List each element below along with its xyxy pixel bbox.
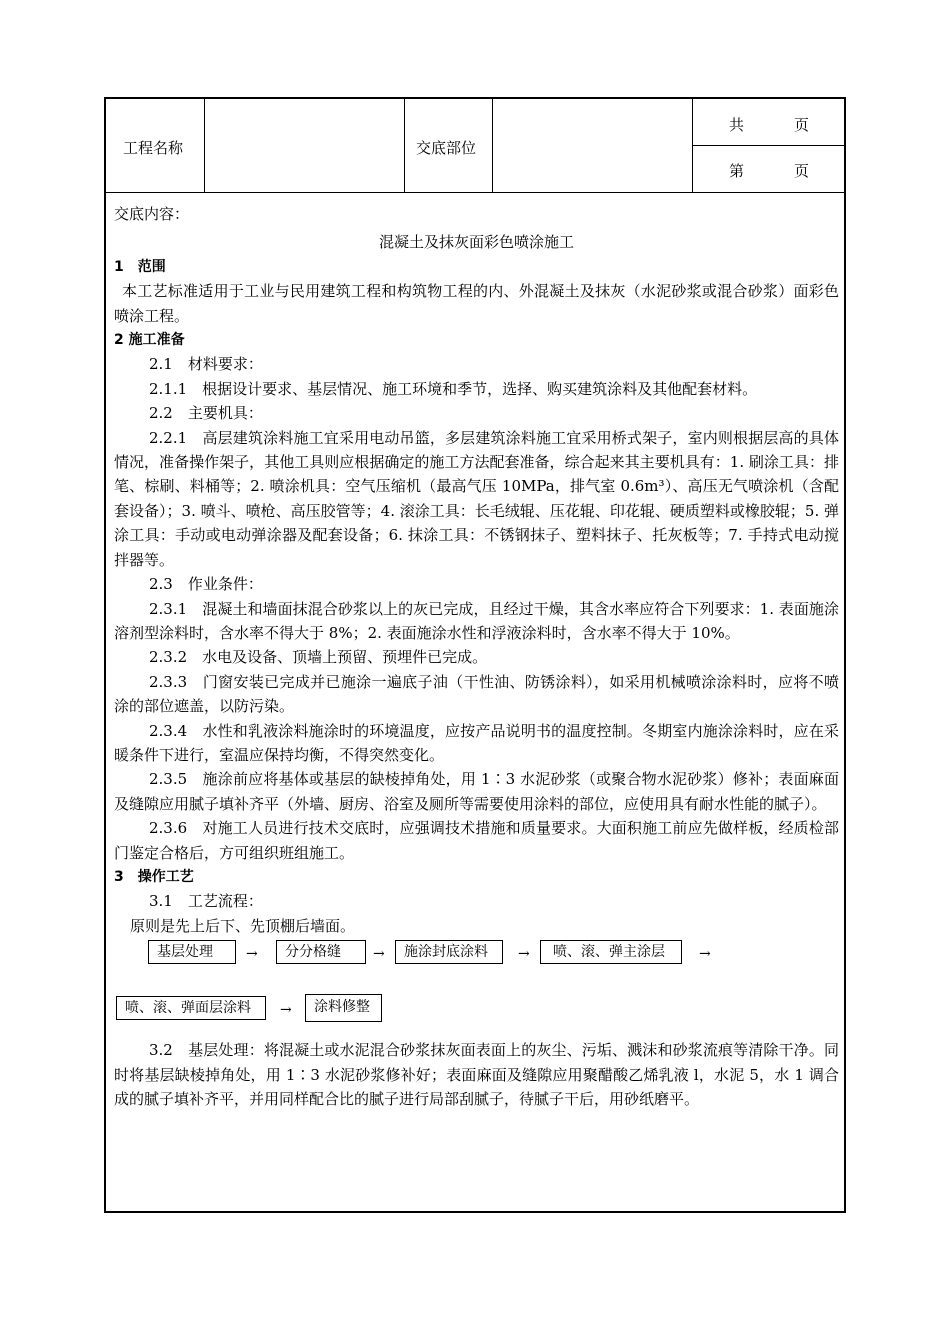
paragraph: 3.2 基层处理：将混凝土或水泥混合砂浆抹灰面表面上的灰尘、污垢、溅沫和砂浆流痕等清除干净。同时将基层缺棱掉角处，用 1∶3 水泥砂浆修补好；表面麻面及缝隙应用聚醋酸乙烯乳液 l，水泥 5，水 1 调合成的腻子填补齐平，并用同样配合比的腻子进行局部刮腻子，待腻子干后，用砂纸磨平。 bbox=[114, 1041, 839, 1108]
arrow-icon: → bbox=[373, 946, 385, 963]
arrow-icon: → bbox=[699, 946, 711, 963]
total-pages-label: 共 bbox=[729, 116, 745, 134]
disclosure-form bbox=[104, 97, 846, 1213]
paragraph: 2.3.2 水电及设备、顶墙上预留、预埋件已完成。 bbox=[149, 648, 488, 667]
paragraph: 2.3.1 混凝土和墙面抹混合砂浆以上的灰已完成，且经过干燥，其含水率应符合下列要求：1. 表面施涂溶剂型涂料时，含水率不得大于 8%；2. 表面施涂水性和浮液涂料时，含水率不得大于 10%。 bbox=[114, 599, 839, 642]
divider bbox=[492, 99, 493, 192]
arrow-icon: → bbox=[246, 946, 258, 963]
page-number-unit: 页 bbox=[794, 162, 810, 180]
paragraph: 2.2.1 高层建筑涂料施工宜采用电动吊篮，多层建筑涂料施工宜采用桥式架子，室内则根据层高的具体情况，准备操作架子，其他工具则应根据确定的施工方法配套准备，综合起来其主要机具有：1. 刷涂工具：排笔、棕刷、料桶等；2. 喷涂机具：空气压缩机（最高气压 10MPa，排气室 0.6m³）、高压无气喷涂机（含配套设备）；3. 喷斗、喷枪、高压胶管等；4. 滚涂工具：长毛绒辊、压花辊、印花辊、硬质塑料或橡胶辊；5. 弹涂工具：手动或电动弹涂器及配套设备；6. 抹涂工具：不锈钢抹子、塑料抹子、托灰板等；7. 手持式电动搅拌器等。 bbox=[114, 428, 839, 569]
section-heading: 3 操作工艺 bbox=[114, 868, 194, 885]
paragraph: 2.3.6 对施工人员进行技术交底时，应强调技术措施和质量要求。大面积施工前应先做样板，经质检部门鉴定合格后，方可组织班组施工。 bbox=[114, 819, 839, 862]
flow-step: 施涂封底涂料 bbox=[395, 940, 503, 964]
project-name-label: 工程名称 bbox=[123, 139, 184, 157]
subsection-heading: 2.2 主要机具： bbox=[149, 404, 263, 423]
divider bbox=[404, 99, 405, 192]
flow-step: 涂料修整 bbox=[305, 994, 382, 1022]
divider bbox=[204, 99, 205, 192]
location-value[interactable] bbox=[494, 101, 690, 190]
subsection-heading: 2.3 作业条件： bbox=[149, 575, 263, 594]
paragraph: 2.1.1 根据设计要求、基层情况、施工环境和季节，选择、购买建筑涂料及其他配套材料。 bbox=[149, 379, 758, 398]
flow-step: 喷、滚、弹面层涂料 bbox=[116, 996, 266, 1020]
arrow-icon: → bbox=[518, 946, 530, 963]
paragraph: 本工艺标准适用于工业与民用建筑工程和构筑物工程的内、外混凝土及抹灰（水泥砂浆或混合砂浆）面彩色喷涂工程。 bbox=[114, 282, 839, 325]
paragraph: 2.3.4 水性和乳液涂料施涂时的环境温度，应按产品说明书的温度控制。冬期室内施涂涂料时，应在采暖条件下进行，室温应保持均衡，不得突然变化。 bbox=[114, 721, 839, 764]
subsection-heading: 2.1 材料要求： bbox=[149, 355, 263, 374]
location-label: 交底部位 bbox=[416, 139, 477, 157]
flow-step: 基层处理 bbox=[148, 940, 236, 964]
subsection-heading: 3.1 工艺流程： bbox=[149, 892, 263, 911]
document-title: 混凝土及抹灰面彩色喷涂施工 bbox=[378, 233, 574, 252]
arrow-icon: → bbox=[280, 1002, 292, 1019]
flow-step: 喷、滚、弹主涂层 bbox=[540, 940, 682, 964]
flow-step: 分分格缝 bbox=[276, 940, 366, 964]
form-header bbox=[106, 99, 844, 193]
paragraph: 原则是先上后下、先顶棚后墙面。 bbox=[130, 916, 356, 935]
project-name-value[interactable] bbox=[206, 101, 402, 190]
page-number-label: 第 bbox=[729, 162, 745, 180]
paragraph: 2.3.3 门窗安装已完成并已施涂一遍底子油（干性油、防锈涂料），如采用机械喷涂涂料时，应将不喷涂的部位遮盖，以防污染。 bbox=[114, 672, 839, 716]
section-heading: 2 施工准备 bbox=[114, 332, 185, 349]
divider bbox=[692, 145, 844, 146]
total-pages-unit: 页 bbox=[794, 116, 810, 134]
content-label: 交底内容： bbox=[114, 205, 190, 223]
process-flow bbox=[114, 938, 839, 1038]
disclosure-content bbox=[114, 202, 839, 1111]
section-heading: 1 范围 bbox=[114, 258, 166, 275]
paragraph: 2.3.5 施涂前应将基体或基层的缺棱掉角处，用 1∶3 水泥砂浆（或聚合物水泥砂浆）修补；表面麻面及缝隙应用腻子填补齐平（外墙、厨房、浴室及厕所等需要使用涂料的部位，应使用具有耐水性能的腻子）。 bbox=[114, 770, 839, 813]
